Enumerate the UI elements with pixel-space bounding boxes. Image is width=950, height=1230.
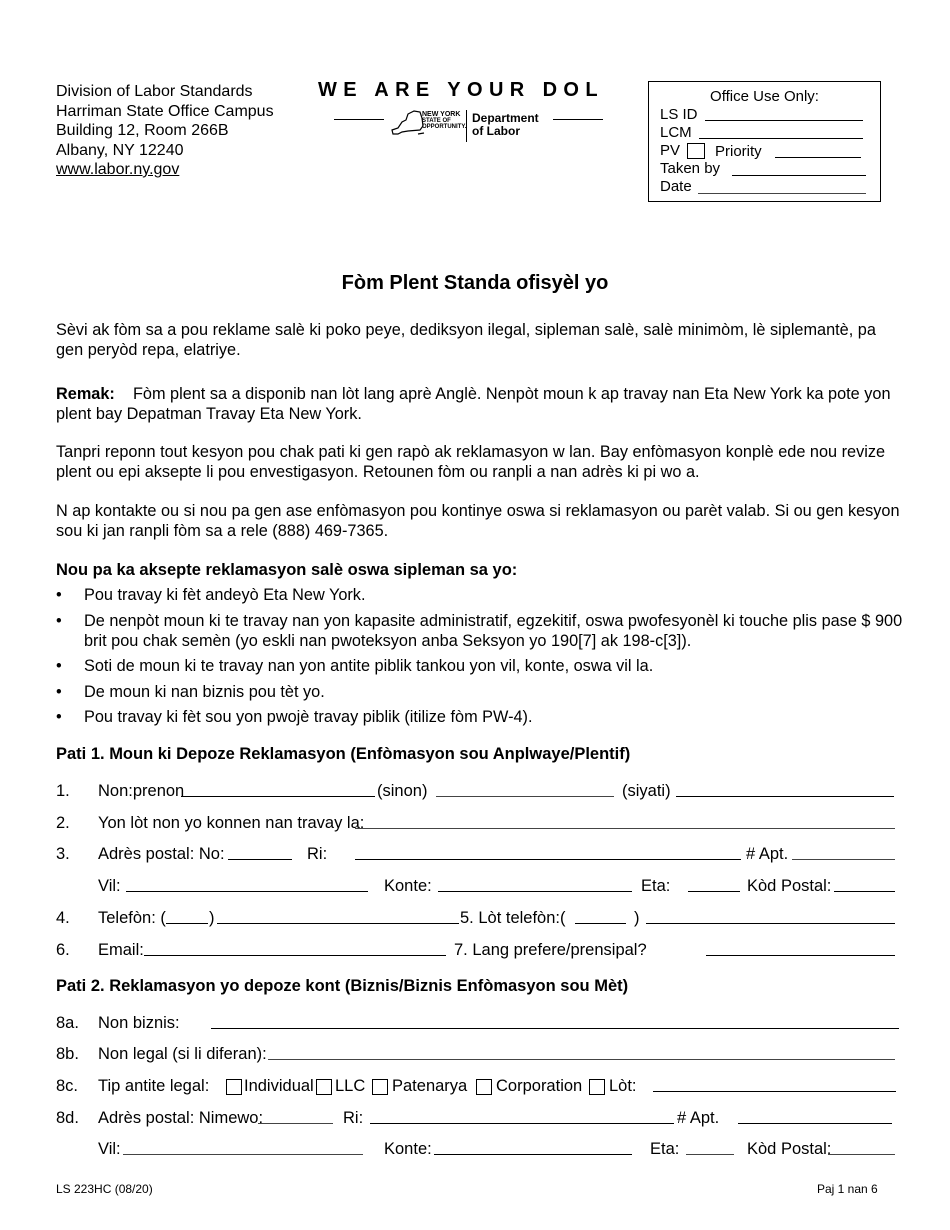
logo-dept-text <box>472 112 539 138</box>
phone-label: Telefòn: ( <box>98 909 166 927</box>
other-names-field[interactable] <box>355 828 895 829</box>
first-name-field[interactable] <box>181 796 375 797</box>
logo-state-text <box>422 112 466 130</box>
zip-label: Kòd Postal: <box>747 877 832 895</box>
pv-checkbox[interactable] <box>687 143 705 159</box>
taken-by-field[interactable] <box>732 175 866 176</box>
list-item-text: Soti de moun ki te travay nan yon antite piblik tankou yon vil, konte, oswa vil la. <box>84 657 654 675</box>
business-name-field[interactable] <box>211 1028 899 1029</box>
form-title: Fòm Plent Standa ofisyèl yo <box>341 272 609 294</box>
page-number: Paj 1 nan 6 <box>817 1182 878 1196</box>
address-line: Building 12, Room 266B <box>56 122 229 139</box>
phone-area-field[interactable] <box>166 923 208 924</box>
new-york-state-icon <box>390 108 426 142</box>
llc-label: LLC <box>335 1077 366 1095</box>
part1-title: Pati 1. Moun ki Depoze Reklamasyon (Enfòmasyon sou Anplwaye/Plentif) <box>56 745 631 763</box>
other-names-label: Yon lòt non yo konnen nan travay la: <box>98 814 365 832</box>
apt-label: # Apt. <box>746 845 789 863</box>
other-checkbox[interactable] <box>589 1079 605 1095</box>
intro-paragraph: Sèvi ak fòm sa a pou reklame salè ki poko peye, dediksyon ilegal, sipleman salè, salè minimòm, lè siplemantè, pa gen peryòd repa, elatriye. <box>56 321 876 359</box>
zip-field[interactable] <box>834 891 895 892</box>
email-field[interactable] <box>144 955 446 956</box>
list-item-text: De nenpòt moun ki te travay nan yon kapasite administratif, egzekitif, oswa pwofesyonèl ki touche plis pase $ 900 brit pou chak semèn (yo eskli nan pwoteksyon anba Seksyon yo 190[7] ak 198-c[3]). <box>84 612 903 650</box>
remark-text: Fòm plent sa a disponib nan lòt lang aprè Anglè. Nenpòt moun k ap travay nan Eta New York ka pote yon plent bay Depatman Travay Eta New York. <box>56 385 891 423</box>
row-number: 3. <box>56 845 70 863</box>
priority-label: Priority <box>715 143 762 161</box>
slogan: WE ARE YOUR DOL <box>318 79 605 101</box>
logo-dept-line: of Labor <box>472 124 520 138</box>
street-label: Ri: <box>343 1109 364 1127</box>
contact-paragraph: N ap kontakte ou si nou pa gen ase enfòmasyon pou kontinye oswa si reklamasyon ou parèt valab. Si ou gen kesyon sou ki jan ranpli fòm sa a rele (888) 469-7365. <box>56 502 900 540</box>
alt-phone-paren: ) <box>634 909 640 927</box>
corporation-label: Corporation <box>496 1077 583 1095</box>
apt-label: # Apt. <box>677 1109 720 1127</box>
row-number: 8b. <box>56 1045 79 1063</box>
mail-number-field[interactable] <box>228 859 292 860</box>
logo-rule-right <box>553 119 603 120</box>
entity-type-label: Tip antite legal: <box>98 1077 210 1095</box>
zip-field[interactable] <box>828 1154 895 1155</box>
county-field[interactable] <box>434 1154 632 1155</box>
state-field[interactable] <box>686 1154 734 1155</box>
county-label: Konte: <box>384 1140 432 1158</box>
row-number: 4. <box>56 909 70 927</box>
office-use-box <box>648 81 881 202</box>
lcm-field[interactable] <box>699 138 863 139</box>
list-item-text: Pou travay ki fèt sou yon pwojè travay piblik (itilize fòm PW-4). <box>84 708 533 726</box>
not-accepted-title: Nou pa ka aksepte reklamasyon salè oswa sipleman sa yo: <box>56 561 518 579</box>
alt-phone-field[interactable] <box>646 923 895 924</box>
mail-number-label: Adrès postal: No: <box>98 845 225 863</box>
surname-field[interactable] <box>676 796 894 797</box>
remark-paragraph <box>56 384 906 424</box>
language-field[interactable] <box>706 955 895 956</box>
agency-address <box>56 82 274 180</box>
otherwise-label: (sinon) <box>377 782 428 800</box>
priority-field[interactable] <box>775 157 861 158</box>
individual-checkbox[interactable] <box>226 1079 242 1095</box>
address-line: Harriman State Office Campus <box>56 102 274 120</box>
logo-divider <box>466 110 467 142</box>
phone-field[interactable] <box>217 923 459 924</box>
language-label: 7. Lang prefere/prensipal? <box>454 941 647 959</box>
other-entity-field[interactable] <box>653 1091 896 1092</box>
mail-number-label: Adrès postal: Nimewo: <box>98 1109 264 1127</box>
row-number: 8d. <box>56 1109 79 1127</box>
corporation-checkbox[interactable] <box>476 1079 492 1095</box>
ls-id-label: LS ID <box>660 106 698 124</box>
business-name-label: Non biznis: <box>98 1014 180 1032</box>
row-number: 2. <box>56 814 70 832</box>
logo-rule-left <box>334 119 384 120</box>
street-label: Ri: <box>307 845 328 863</box>
date-label: Date <box>660 178 692 196</box>
city-label: Vil: <box>98 877 121 895</box>
city-label: Vil: <box>98 1140 121 1158</box>
phone-paren: ) <box>209 909 215 927</box>
state-label: Eta: <box>641 877 671 895</box>
form-id: LS 223HC (08/20) <box>56 1182 153 1196</box>
apt-field[interactable] <box>792 859 895 860</box>
mail-number-field[interactable] <box>258 1123 333 1124</box>
street-field[interactable] <box>370 1123 674 1124</box>
zip-label: Kòd Postal: <box>747 1140 832 1158</box>
logo-dept-line: Department <box>472 111 539 125</box>
instructions-paragraph: Tanpri reponn tout kesyon pou chak pati ki gen rapò ak reklamasyon w lan. Bay enfòmasyon konplè ede nou revize plent ou epi aksepte li pou envestigasyon. Retounen fòm ou ranpli a nan adrès ki pi wo a. <box>56 443 886 481</box>
logo-state-line: NEW YORK <box>422 111 461 118</box>
office-use-title: Office Use Only: <box>710 88 819 105</box>
legal-name-field[interactable] <box>268 1059 895 1060</box>
row-number: 1. <box>56 782 70 800</box>
taken-by-label: Taken by <box>660 160 721 178</box>
date-field[interactable] <box>698 193 866 194</box>
county-field[interactable] <box>438 891 632 892</box>
alt-phone-area-field[interactable] <box>575 923 626 924</box>
row-number: 6. <box>56 941 70 959</box>
alt-phone-label: 5. Lòt telefòn:( <box>460 909 566 927</box>
county-label: Konte: <box>384 877 432 895</box>
row-number: 8c. <box>56 1077 79 1095</box>
lcm-label: LCM <box>660 124 692 142</box>
part2-title: Pati 2. Reklamasyon yo depoze kont (Biznis/Biznis Enfòmasyon sou Mèt) <box>56 977 629 995</box>
ls-id-field[interactable] <box>705 120 863 121</box>
llc-checkbox[interactable] <box>316 1079 332 1095</box>
website-link[interactable]: www.labor.ny.gov <box>56 161 180 178</box>
partnership-label: Patenarya <box>392 1077 468 1095</box>
legal-name-label: Non legal (si li diferan): <box>98 1045 267 1063</box>
state-label: Eta: <box>650 1140 680 1158</box>
partnership-checkbox[interactable] <box>372 1079 388 1095</box>
email-label: Email: <box>98 941 144 959</box>
city-field[interactable] <box>123 1154 363 1155</box>
individual-label: Individual <box>244 1077 314 1095</box>
middle-name-field[interactable] <box>436 796 614 797</box>
logo-state-line: STATE OF <box>422 118 451 124</box>
surname-label: (siyati) <box>622 782 671 800</box>
address-line: Albany, NY 12240 <box>56 141 184 159</box>
city-field[interactable] <box>126 891 368 892</box>
other-label: Lòt: <box>609 1077 637 1095</box>
apt-field[interactable] <box>738 1123 892 1124</box>
first-name-label: Non:prenon <box>98 782 185 800</box>
pv-label: PV <box>660 142 681 160</box>
remark-label: Remak: <box>56 385 115 403</box>
list-item-text: Pou travay ki fèt andeyò Eta New York. <box>84 586 366 604</box>
street-field[interactable] <box>355 859 741 860</box>
address-line: Division of Labor Standards <box>56 83 253 100</box>
logo-state-line: OPPORTUNITY. <box>422 124 467 130</box>
list-item-text: De moun ki nan biznis pou tèt yo. <box>84 683 325 701</box>
row-number: 8a. <box>56 1014 79 1032</box>
state-field[interactable] <box>688 891 740 892</box>
